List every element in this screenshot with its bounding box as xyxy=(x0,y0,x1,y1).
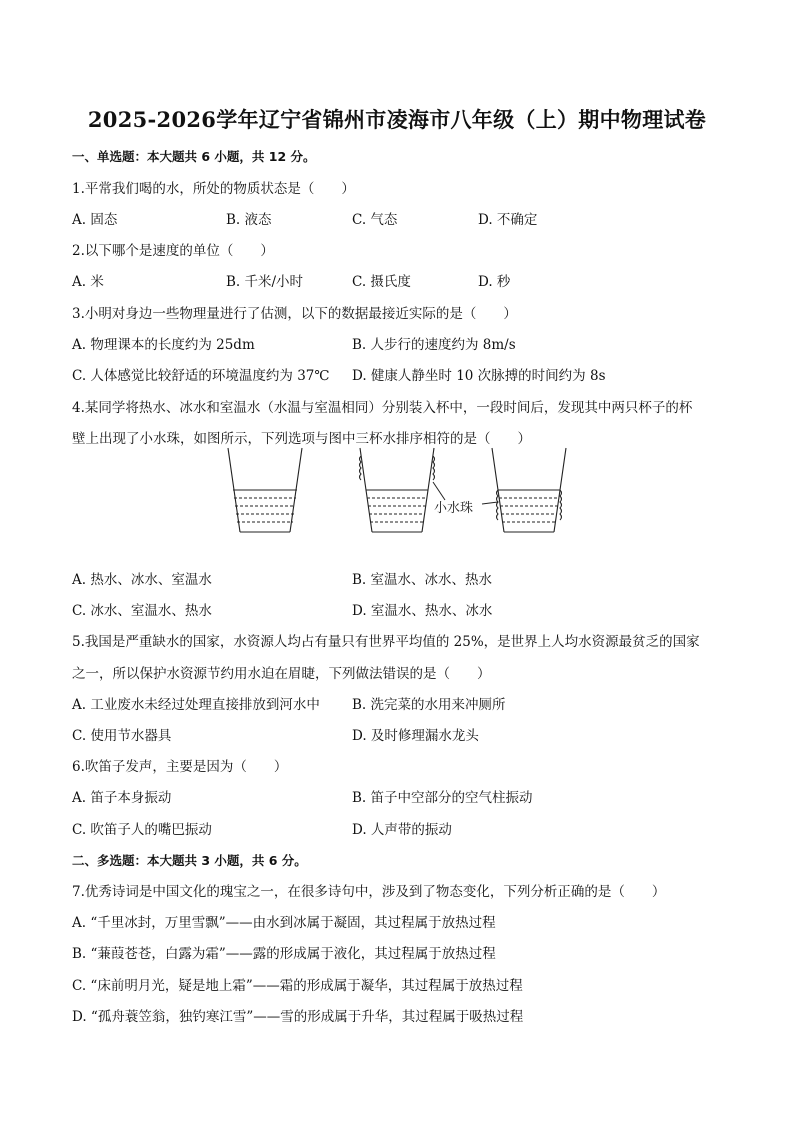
q1-option-b: B. 液态 xyxy=(226,212,272,228)
question-5-stem-line-1: 5.我国是严重缺水的国家，水资源人均占有量只有世界平均值的 25%，是世界上人均水资源最贫乏的国家 xyxy=(72,634,700,650)
question-4-stem-line-1: 4.某同学将热水、冰水和室温水（水温与室温相同）分别装入杯中，一段时间后，发现其中两只杯子的杯 xyxy=(72,400,693,416)
q6-option-b: B. 笛子中空部分的空气柱振动 xyxy=(352,790,533,806)
q4-option-d: D. 室温水、热水、冰水 xyxy=(352,603,493,619)
three-cups-figure xyxy=(220,446,580,538)
q5-option-d: D. 及时修理漏水龙头 xyxy=(352,728,479,744)
q2-option-c: C. 摄氏度 xyxy=(352,274,411,290)
droplet-label: 小水珠 xyxy=(434,501,474,516)
q6-option-c: C. 吹笛子人的嘴巴振动 xyxy=(72,822,212,838)
question-7-stem: 7.优秀诗词是中国文化的瑰宝之一，在很多诗句中，涉及到了物态变化，下列分析正确的是（ ） xyxy=(72,884,666,900)
question-5-stem-line-2: 之一，所以保护水资源节约用水迫在眉睫，下列做法错误的是（ ） xyxy=(72,666,491,682)
q4-option-b: B. 室温水、冰水、热水 xyxy=(352,572,493,588)
q4-option-c: C. 冰水、室温水、热水 xyxy=(72,603,212,619)
q3-option-c: C. 人体感觉比较舒适的环境温度约为 37℃ xyxy=(72,368,330,384)
question-6-stem: 6.吹笛子发声，主要是因为（ ） xyxy=(72,759,288,775)
q6-option-a: A. 笛子本身振动 xyxy=(72,790,172,806)
question-4-stem-line-2: 壁上出现了小水珠，如图所示，下列选项与图中三杯水排序相符的是（ ） xyxy=(72,431,531,447)
q2-option-d: D. 秒 xyxy=(478,274,511,290)
q2-option-b: B. 千米/小时 xyxy=(226,274,304,290)
question-3-stem: 3.小明对身边一些物理量进行了估测，以下的数据最接近实际的是（ ） xyxy=(72,306,517,322)
question-1-stem: 1.平常我们喝的水，所处的物质状态是（ ） xyxy=(72,181,355,197)
q3-option-b: B. 人步行的速度约为 8m/s xyxy=(352,337,516,353)
q7-option-a: A. “千里冰封，万里雪飘”——由水到冰属于凝固，其过程属于放热过程 xyxy=(72,915,496,931)
q1-option-d: D. 不确定 xyxy=(478,212,538,228)
q1-option-a: A. 固态 xyxy=(72,212,118,228)
question-2-stem: 2.以下哪个是速度的单位（ ） xyxy=(72,243,274,259)
cup-1 xyxy=(228,448,302,532)
q6-option-d: D. 人声带的振动 xyxy=(352,822,452,838)
q7-option-b: B. “蒹葭苍苍，白露为霜”——露的形成属于液化，其过程属于放热过程 xyxy=(72,946,496,962)
q2-option-a: A. 米 xyxy=(72,274,104,290)
exam-title: 2025-2026学年辽宁省锦州市凌海市八年级（上）期中物理试卷 xyxy=(87,107,707,132)
section-heading-single-choice: 一、单选题：本大题共 6 小题，共 12 分。 xyxy=(72,149,316,164)
q5-option-c: C. 使用节水器具 xyxy=(72,728,172,744)
q4-option-a: A. 热水、冰水、室温水 xyxy=(72,572,212,588)
cup-3 xyxy=(492,448,566,532)
q7-option-c: C. “床前明月光，疑是地上霜”——霜的形成属于凝华，其过程属于放热过程 xyxy=(72,978,523,994)
q5-option-b: B. 洗完菜的水用来冲厕所 xyxy=(352,697,506,713)
q3-option-d: D. 健康人静坐时 10 次脉搏的时间约为 8s xyxy=(352,368,606,384)
q1-option-c: C. 气态 xyxy=(352,212,398,228)
cup-2 xyxy=(360,448,435,532)
q5-option-a: A. 工业废水未经过处理直接排放到河水中 xyxy=(72,697,320,713)
q7-option-d: D. “孤舟蓑笠翁，独钓寒江雪”——雪的形成属于升华，其过程属于吸热过程 xyxy=(72,1009,524,1025)
q3-option-a: A. 物理课本的长度约为 25dm xyxy=(72,337,255,353)
section-heading-multiple-choice: 二、多选题：本大题共 3 小题，共 6 分。 xyxy=(72,853,307,868)
